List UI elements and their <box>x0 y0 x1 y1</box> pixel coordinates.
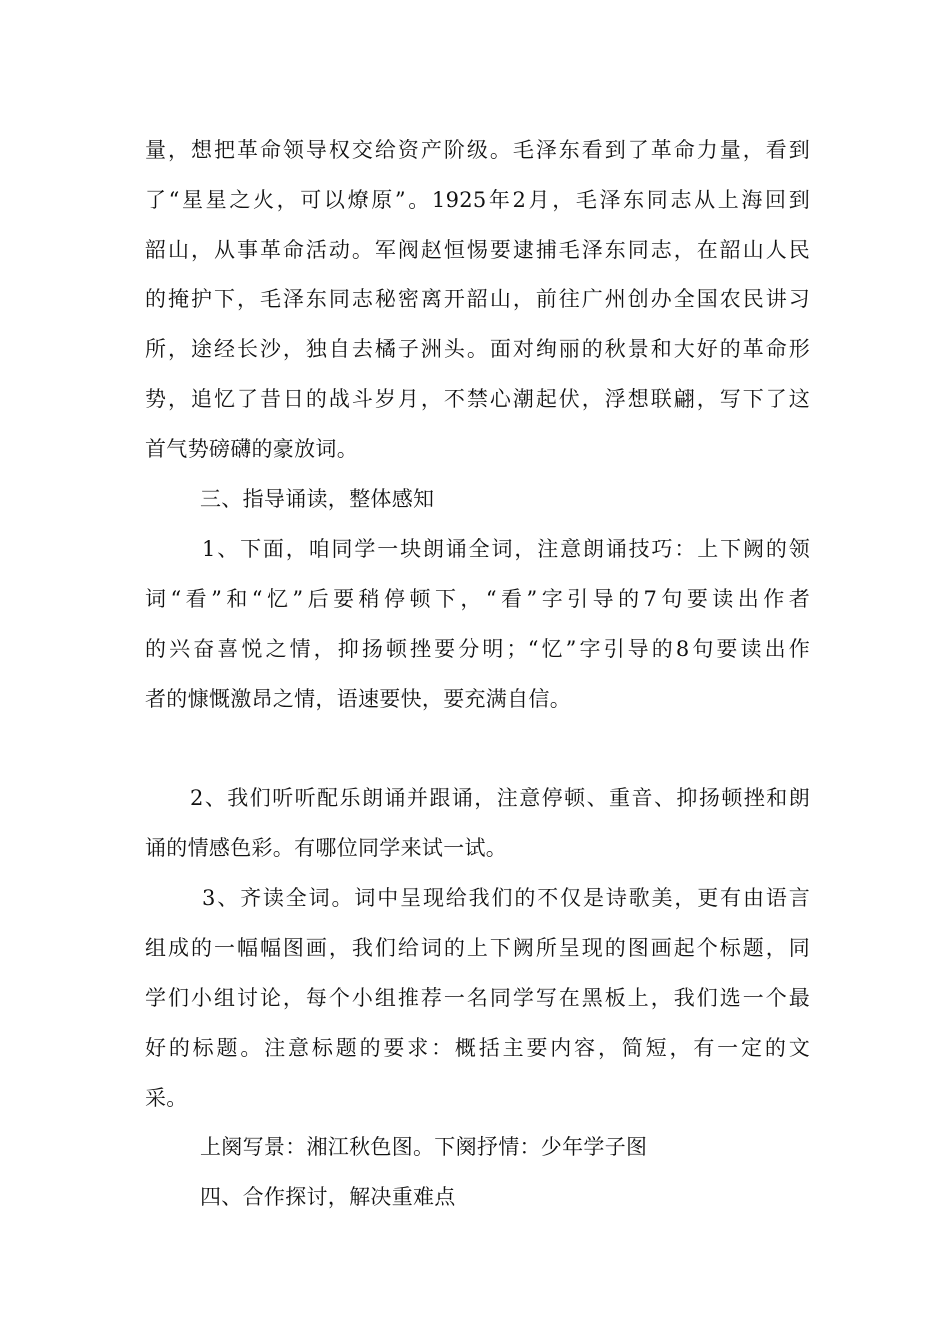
item-line: 诵的情感色彩。有哪位同学来试一试。 <box>145 836 508 860</box>
item-line: 2、我们听听配乐朗诵并跟诵，注意停顿、重音、抑扬顿挫和朗 <box>190 786 810 810</box>
item-line: 1、下面，咱同学一块朗诵全词，注意朗诵技巧：上下阙的领 <box>202 537 810 561</box>
item-line: 者的慷慨激昂之情，语速要快，要充满自信。 <box>145 687 571 711</box>
item-line: 学们小组讨论，每个小组推荐一名同学写在黑板上，我们选一个最 <box>145 986 810 1010</box>
item-line: 的兴奋喜悦之情，抑扬顿挫要分明；“忆”字引导的8句要读出作 <box>145 637 810 661</box>
paragraph-line: 量，想把革命领导权交给资产阶级。毛泽东看到了革命力量，看到 <box>145 138 810 162</box>
paragraph-line: 所，途经长沙，独自去橘子洲头。面对绚丽的秋景和大好的革命形 <box>145 337 810 361</box>
titles-line: 上阕写景：湘江秋色图。下阕抒情：少年学子图 <box>200 1135 648 1159</box>
paragraph-line: 了“星星之火，可以燎原”。1925年2月，毛泽东同志从上海回到 <box>145 188 810 212</box>
item-line: 3、齐读全词。词中呈现给我们的不仅是诗歌美，更有由语言 <box>202 886 810 910</box>
paragraph-line: 势，追忆了昔日的战斗岁月，不禁心潮起伏，浮想联翩，写下了这 <box>145 387 810 411</box>
item-line: 词“看”和“忆”后要稍停顿下，“看”字引导的7句要读出作者 <box>145 587 810 611</box>
item-line: 好的标题。注意标题的要求：概括主要内容，简短，有一定的文 <box>145 1036 810 1060</box>
section-heading: 四、合作探讨，解决重难点 <box>200 1185 456 1209</box>
paragraph-line: 首气势磅礴的豪放词。 <box>145 437 358 461</box>
paragraph-line: 韶山，从事革命活动。军阀赵恒惕要逮捕毛泽东同志，在韶山人民 <box>145 238 810 262</box>
paragraph-line: 的掩护下，毛泽东同志秘密离开韶山，前往广州创办全国农民讲习 <box>145 287 810 311</box>
item-line: 组成的一幅幅图画，我们给词的上下阙所呈现的图画起个标题，同 <box>145 936 810 960</box>
section-heading: 三、指导诵读，整体感知 <box>200 487 435 511</box>
item-line: 采。 <box>145 1086 188 1110</box>
